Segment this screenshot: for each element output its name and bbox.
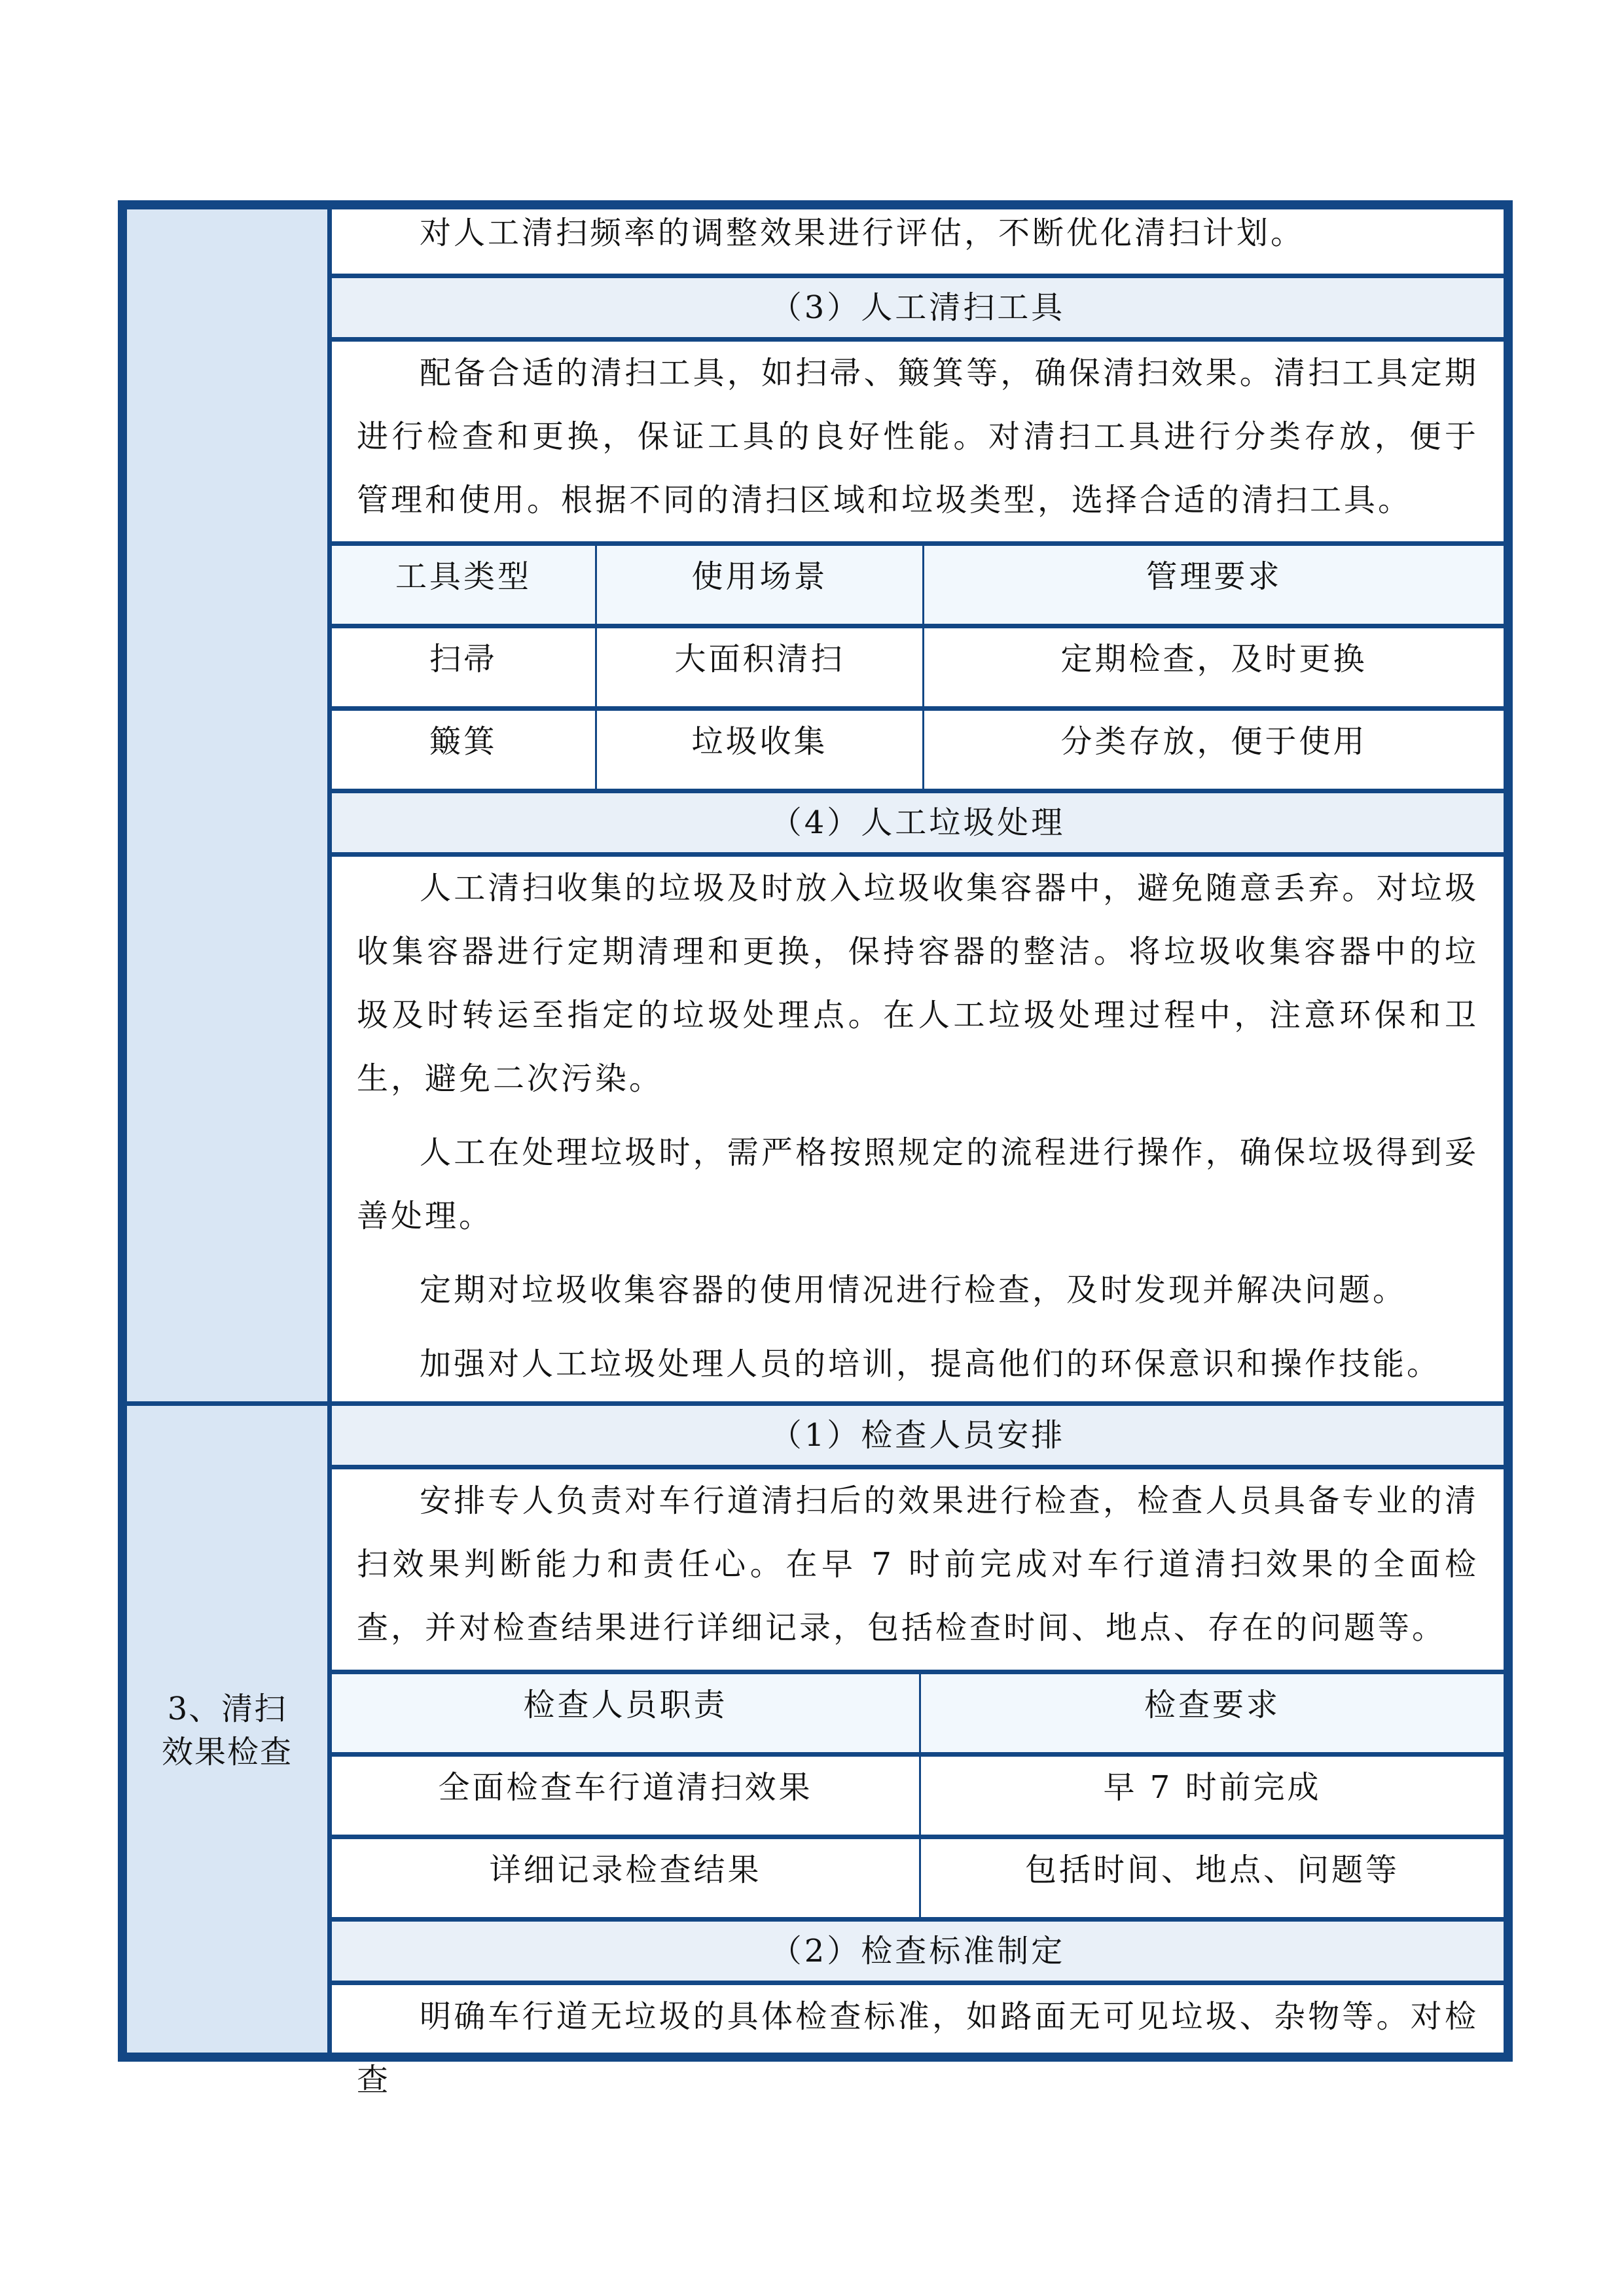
tools-table-header [332, 541, 1504, 624]
left-cell-section2 [127, 209, 327, 1401]
table-cell: 大面积清扫 [595, 628, 922, 706]
standards-paragraph: 明确车行道无垃圾的具体检查标准，如路面无可见垃圾、杂物等。对检查 [357, 1998, 1479, 2098]
tools-header: （3）人工清扫工具 [332, 274, 1504, 337]
table-row [332, 624, 1504, 706]
garbage-header: （4）人工垃圾处理 [332, 789, 1504, 852]
inspectors-paragraph: 安排专人负责对车行道清扫后的效果进行检查，检查人员具备专业的清扫效果判断能力和责任心。在早 7 时前完成对车行道清扫效果的全面检查，并对检查结果进行详细记录，包括检查时间、地点、存在的问题等。 [357, 1482, 1479, 1646]
standards-paragraph-row [332, 1981, 1504, 2098]
table-cell: 扫帚 [429, 641, 497, 677]
table-header-cell: 工具类型 [395, 558, 532, 595]
inspectors-paragraph-row [332, 1465, 1504, 1670]
standards-header: （2）检查标准制定 [332, 1917, 1504, 1981]
table-cell: 定期检查，及时更换 [922, 628, 1504, 706]
inspectors-table-header [332, 1670, 1504, 1752]
table-header-cell: 检查人员职责 [523, 1687, 728, 1723]
table-cell: 早 7 时前完成 [919, 1757, 1504, 1835]
section2-tail-text: 对人工清扫频率的调整效果进行评估，不断优化清扫计划。 [420, 215, 1305, 251]
garbage-paragraph-row [332, 852, 1504, 1401]
table-row [332, 1752, 1504, 1835]
left-cell-section3 [127, 1401, 327, 2053]
table-header-cell: 管理要求 [922, 546, 1504, 624]
table-cell: 分类存放，便于使用 [922, 711, 1504, 789]
table-cell: 全面检查车行道清扫效果 [438, 1769, 813, 1806]
garbage-paragraph: 人工在处理垃圾时，需严格按照规定的流程进行操作，确保垃圾得到妥善处理。 [357, 1134, 1479, 1234]
garbage-paragraph: 定期对垃圾收集容器的使用情况进行检查，及时发现并解决问题。 [420, 1272, 1407, 1308]
table-cell: 包括时间、地点、问题等 [919, 1839, 1504, 1917]
table-cell: 垃圾收集 [595, 711, 922, 789]
table-cell: 详细记录检查结果 [489, 1852, 762, 1888]
tools-paragraph: 配备合适的清扫工具，如扫帚、簸箕等，确保清扫效果。清扫工具定期进行检查和更换，保证工具的良好性能。对清扫工具进行分类存放，便于管理和使用。根据不同的清扫区域和垃圾类型，选择合适的清扫工具。 [357, 355, 1479, 518]
table-header-cell: 使用场景 [595, 546, 922, 624]
table-row [332, 706, 1504, 789]
garbage-paragraph: 人工清扫收集的垃圾及时放入垃圾收集容器中，避免随意丢弃。对垃圾收集容器进行定期清理和更换，保持容器的整洁。将垃圾收集容器中的垃圾及时转运至指定的垃圾处理点。在人工垃圾处理过程中，注意环保和卫生，避免二次污染。 [357, 870, 1479, 1097]
garbage-paragraph: 加强对人工垃圾处理人员的培训，提高他们的环保意识和操作技能。 [420, 1346, 1441, 1382]
table-header-cell: 检查要求 [919, 1674, 1504, 1752]
inspectors-header: （1）检查人员安排 [332, 1401, 1504, 1465]
column-divider [327, 209, 332, 2053]
table-row [332, 1835, 1504, 1917]
tools-paragraph-row [332, 337, 1504, 541]
table-cell: 簸箕 [429, 723, 497, 760]
section3-label: 3、清扫效果检查 [161, 1691, 293, 1770]
section2-tail-row [332, 209, 1504, 274]
